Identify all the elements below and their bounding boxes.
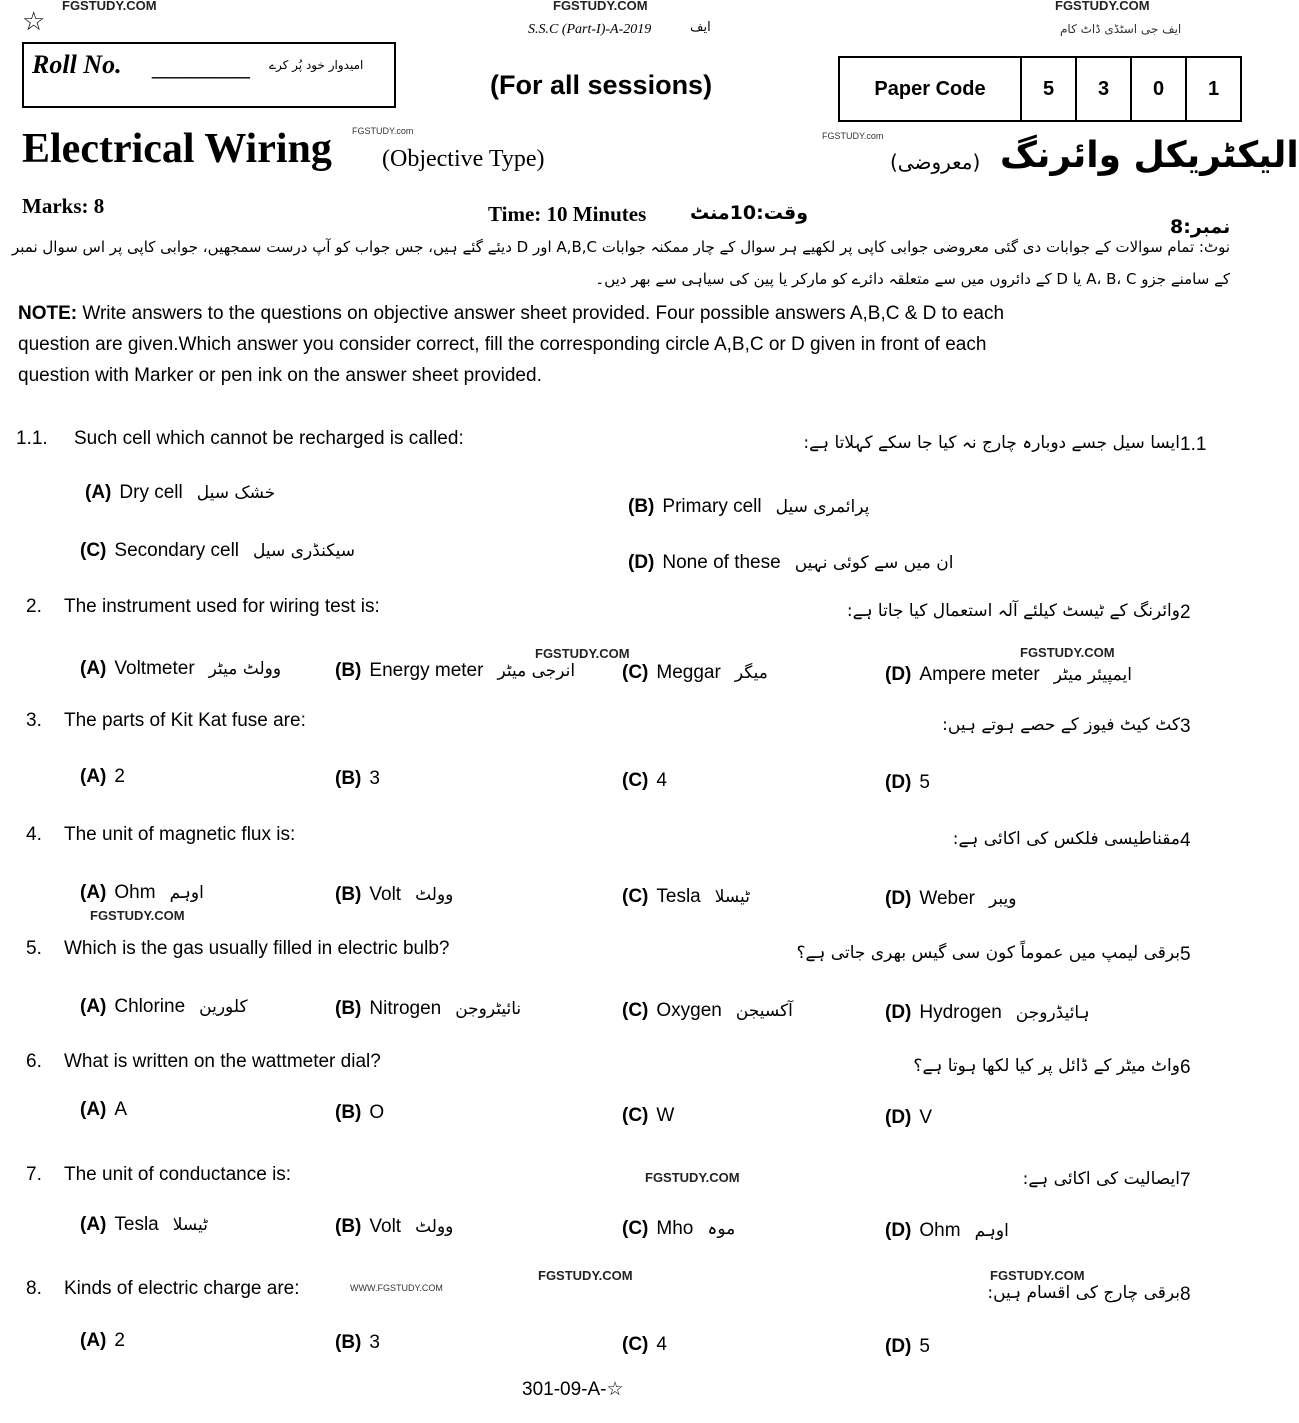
question-number-urdu: 7 xyxy=(1180,1170,1191,1191)
option-b[interactable] xyxy=(628,496,869,518)
option-text: Ohm xyxy=(919,1220,961,1241)
question-text: Such cell which cannot be recharged is called: xyxy=(74,428,464,449)
option-text: 2 xyxy=(114,766,125,787)
question-number-urdu: 8 xyxy=(1180,1284,1191,1305)
option-letter: (C) xyxy=(622,886,649,907)
option-text: O xyxy=(369,1102,385,1123)
paper-code-label: Paper Code xyxy=(840,58,1022,120)
option-text: Energy meter xyxy=(369,660,484,681)
question-text: What is written on the wattmeter dial? xyxy=(64,1051,381,1072)
question-number-urdu: 6 xyxy=(1180,1057,1191,1078)
option-text: 4 xyxy=(656,770,667,791)
option-b[interactable] xyxy=(335,884,453,906)
option-a[interactable] xyxy=(80,1330,125,1352)
watermark: FGSTUDY.COM xyxy=(1020,645,1115,660)
option-letter: (A) xyxy=(80,882,107,903)
option-a[interactable] xyxy=(80,996,248,1018)
option-text-urdu: وولٹ xyxy=(415,885,454,905)
option-text: Voltmeter xyxy=(114,658,195,679)
watermark: FGSTUDY.COM xyxy=(645,1170,740,1185)
option-text: 5 xyxy=(919,772,930,793)
question-number-urdu: 3 xyxy=(1180,716,1191,737)
roll-input[interactable]: ________ xyxy=(152,54,250,79)
option-c[interactable] xyxy=(622,770,667,792)
objective-type: (Objective Type) xyxy=(382,146,545,172)
watermark: FGSTUDY.COM xyxy=(62,0,157,13)
option-text-urdu: کلورین xyxy=(199,997,248,1017)
option-text-urdu: انرجی میٹر xyxy=(497,661,576,681)
question-number-urdu: 2 xyxy=(1180,602,1191,623)
watermark: WWW.FGSTUDY.COM xyxy=(350,1283,443,1293)
question-number: 5. xyxy=(26,938,42,959)
option-a[interactable] xyxy=(80,882,204,904)
option-letter: (B) xyxy=(335,1216,362,1237)
option-text: Oxygen xyxy=(656,1000,722,1021)
option-text-urdu: ان میں سے کوئی نہیں xyxy=(794,553,954,573)
question-number: 8. xyxy=(26,1278,42,1299)
option-letter: (C) xyxy=(622,1000,649,1021)
option-letter: (D) xyxy=(885,664,912,685)
option-text: None of these xyxy=(662,552,781,573)
option-letter: (D) xyxy=(885,1336,912,1357)
option-a[interactable] xyxy=(80,1099,127,1121)
option-text-urdu: وولٹ xyxy=(415,1217,454,1237)
option-text-urdu: ہائیڈروجن xyxy=(1015,1003,1090,1023)
option-letter: (C) xyxy=(622,770,649,791)
option-text-urdu: اوہم xyxy=(169,883,204,903)
option-a[interactable] xyxy=(80,1214,208,1236)
note-line: question with Marker or pen ink on the answer sheet provided. xyxy=(18,365,542,386)
question-number: 2. xyxy=(26,596,42,617)
option-text: Tesla xyxy=(114,1214,159,1235)
option-d[interactable] xyxy=(885,888,1016,910)
question-text: The unit of conductance is: xyxy=(64,1164,292,1185)
option-letter: (A) xyxy=(80,766,107,787)
star-icon: ☆ xyxy=(606,1379,624,1400)
option-text-urdu: خشک سیل xyxy=(196,483,276,503)
sessions-label: (For all sessions) xyxy=(490,70,713,100)
question-number-urdu: 1.1 xyxy=(1180,434,1207,455)
option-c[interactable] xyxy=(622,886,750,908)
star-icon: ☆ xyxy=(22,6,46,36)
option-text: 3 xyxy=(369,1332,380,1353)
note-label: NOTE: xyxy=(18,303,78,324)
option-text: Ohm xyxy=(114,882,156,903)
option-text: Volt xyxy=(369,1216,402,1237)
option-d[interactable] xyxy=(885,772,930,794)
footer-code-text: 301-09-A- xyxy=(522,1379,607,1400)
question-text-urdu: مقناطیسی فلکس کی اکائی ہے: xyxy=(952,829,1180,849)
option-text-urdu: پرائمری سیل xyxy=(775,497,870,517)
option-text: A xyxy=(114,1099,128,1120)
roll-label: Roll No. xyxy=(32,50,122,79)
option-d[interactable] xyxy=(885,1107,932,1129)
option-text-urdu: میگر xyxy=(734,663,768,683)
option-letter: (C) xyxy=(80,540,107,561)
exam-code-urdu: ایف xyxy=(690,20,711,35)
option-c[interactable] xyxy=(622,1334,667,1356)
option-text: Weber xyxy=(919,888,976,909)
option-text: Chlorine xyxy=(114,996,186,1017)
option-text-urdu: ٹیسلا xyxy=(172,1215,208,1235)
question-number: 3. xyxy=(26,710,42,731)
question-number: 6. xyxy=(26,1051,42,1072)
option-text: 5 xyxy=(919,1336,930,1357)
option-letter: (B) xyxy=(335,768,362,789)
option-letter: (C) xyxy=(622,662,649,683)
question-number: 1.1. xyxy=(16,428,48,449)
roll-hint: امیدوار خود پُر کرے xyxy=(269,58,364,72)
time: Time: 10 Minutes xyxy=(488,202,647,226)
paper-code-digit: 3 xyxy=(1077,58,1132,120)
option-text: Meggar xyxy=(656,662,721,683)
watermark: FGSTUDY.COM xyxy=(535,646,630,661)
option-letter: (D) xyxy=(885,1107,912,1128)
option-text-urdu: اوہم xyxy=(974,1221,1009,1241)
option-b[interactable] xyxy=(335,1216,453,1238)
option-text: Mho xyxy=(656,1218,694,1239)
paper-code-digit: 5 xyxy=(1022,58,1077,120)
option-letter: (A) xyxy=(80,1214,107,1235)
option-d[interactable] xyxy=(885,1002,1090,1024)
option-text: Ampere meter xyxy=(919,664,1040,685)
option-text-urdu: ٹیسلا xyxy=(714,887,750,907)
option-c[interactable] xyxy=(80,540,355,562)
paper-code-digit: 0 xyxy=(1132,58,1187,120)
option-b[interactable] xyxy=(335,1332,380,1354)
question-text-urdu: کٹ کیٹ فیوز کے حصے ہوتے ہیں: xyxy=(942,715,1180,735)
roll-number-box xyxy=(22,42,396,108)
option-b[interactable] xyxy=(335,768,380,790)
option-text-urdu: ایمپیئر میٹر xyxy=(1053,665,1132,685)
option-text: Hydrogen xyxy=(919,1002,1002,1023)
option-b[interactable] xyxy=(335,660,575,682)
option-letter: (C) xyxy=(622,1105,649,1126)
subject-title-urdu: الیکٹریکل وائرنگ xyxy=(1000,135,1299,176)
option-text-urdu: نائیٹروجن xyxy=(455,999,522,1019)
question-text-urdu: ایصالیت کی اکائی ہے: xyxy=(1022,1169,1180,1189)
option-letter: (D) xyxy=(885,772,912,793)
option-letter: (B) xyxy=(335,660,362,681)
option-text-urdu: موہ xyxy=(707,1219,736,1239)
question-text: The instrument used for wiring test is: xyxy=(64,596,380,617)
option-text: 3 xyxy=(369,768,380,789)
option-text: Secondary cell xyxy=(114,540,240,561)
option-d[interactable] xyxy=(885,664,1132,686)
option-letter: (A) xyxy=(85,482,112,503)
question-text: The unit of magnetic flux is: xyxy=(64,824,296,845)
option-letter: (B) xyxy=(335,884,362,905)
option-d[interactable] xyxy=(885,1220,1009,1242)
option-letter: (D) xyxy=(885,1220,912,1241)
question-text: The parts of Kit Kat fuse are: xyxy=(64,710,306,731)
option-b[interactable] xyxy=(335,1102,384,1124)
option-text: V xyxy=(919,1107,933,1128)
watermark: FGSTUDY.COM xyxy=(990,1268,1085,1283)
option-a[interactable] xyxy=(80,658,281,680)
option-c[interactable] xyxy=(622,662,768,684)
watermark: FGSTUDY.com xyxy=(822,131,884,141)
question-text-urdu: ایسا سیل جسے دوبارہ چارج نہ کیا جا سکے کہلاتا ہے: xyxy=(803,433,1180,453)
option-text: Primary cell xyxy=(662,496,762,517)
option-letter: (B) xyxy=(335,1102,362,1123)
option-letter: (C) xyxy=(622,1334,649,1355)
note-line: question are given.Which answer you consider correct, fill the corresponding circle A,B,C or D given in front of each xyxy=(18,334,987,355)
question-text-urdu: واٹ میٹر کے ڈائل پر کیا لکھا ہوتا ہے؟ xyxy=(913,1056,1180,1076)
option-letter: (A) xyxy=(80,1099,107,1120)
option-letter: (A) xyxy=(80,1330,107,1351)
note-urdu-line: کے سامنے جزو A، B، C یا D کے دائروں میں سے متعلقہ دائرے کو مارکر یا پین کی سیاہی سے بھر دیں۔ xyxy=(595,270,1230,288)
option-c[interactable] xyxy=(622,1105,674,1127)
footer-code xyxy=(522,1378,624,1401)
option-text-urdu: وولٹ میٹر xyxy=(208,659,282,679)
option-d[interactable] xyxy=(885,1336,930,1358)
subject-title: Electrical Wiring xyxy=(22,126,332,172)
option-a[interactable] xyxy=(85,482,275,504)
question-number-urdu: 4 xyxy=(1180,830,1191,851)
option-letter: (C) xyxy=(622,1218,649,1239)
watermark: FGSTUDY.COM xyxy=(538,1268,633,1283)
option-text: 2 xyxy=(114,1330,125,1351)
option-d[interactable] xyxy=(628,552,953,574)
option-letter: (A) xyxy=(80,996,107,1017)
question-text-urdu: برقی چارج کی اقسام ہیں: xyxy=(987,1283,1180,1303)
objective-type-urdu: (معروضی) xyxy=(890,150,981,174)
option-letter: (B) xyxy=(335,1332,362,1353)
watermark: FGSTUDY.COM xyxy=(1055,0,1150,13)
option-text-urdu: سیکنڈری سیل xyxy=(253,541,355,561)
watermark: FGSTUDY.COM xyxy=(90,908,185,923)
question-text: Kinds of electric charge are: xyxy=(64,1278,300,1299)
question-text-urdu: وائرنگ کے ٹیسٹ کیلئے آلہ استعمال کیا جاتا ہے: xyxy=(846,601,1180,621)
watermark: FGSTUDY.com xyxy=(352,126,414,136)
exam-code: S.S.C (Part-I)-A-2019 xyxy=(528,22,652,37)
option-c[interactable] xyxy=(622,1000,793,1022)
option-letter: (B) xyxy=(335,998,362,1019)
option-text: 4 xyxy=(656,1334,667,1355)
option-text: Dry cell xyxy=(119,482,183,503)
option-text-urdu: آکسیجن xyxy=(735,1001,793,1021)
option-text-urdu: ویبر xyxy=(989,889,1017,909)
option-letter: (D) xyxy=(885,1002,912,1023)
note-urdu-line: نوٹ: تمام سوالات کے جوابات دی گئی معروضی جوابی کاپی پر لکھیے ہر سوال کے چار ممکنہ جوابات A,B,C اور D دیئے گئے ہیں، جس جواب کو آپ درست سمجھیں، جوابی کاپی پر اس سوال نمبر xyxy=(11,238,1230,256)
option-c[interactable] xyxy=(622,1218,735,1240)
option-letter: (D) xyxy=(628,552,655,573)
option-text: Volt xyxy=(369,884,402,905)
option-b[interactable] xyxy=(335,998,521,1020)
question-number: 7. xyxy=(26,1164,42,1185)
marks-urdu: نمبر:8 xyxy=(1170,216,1231,238)
watermark-urdu: ایف جی اسٹڈی ڈاٹ کام xyxy=(1060,22,1182,36)
paper-code-digit: 1 xyxy=(1207,77,1220,100)
watermark: FGSTUDY.COM xyxy=(553,0,648,13)
marks: Marks: 8 xyxy=(22,194,105,218)
option-a[interactable] xyxy=(80,766,125,788)
note-line: Write answers to the questions on objective answer sheet provided. Four possible answers A,B,C & D to each xyxy=(82,303,1005,324)
option-letter: (A) xyxy=(80,658,107,679)
question-text: Which is the gas usually filled in electric bulb? xyxy=(64,938,450,959)
question-number: 4. xyxy=(26,824,42,845)
option-letter: (B) xyxy=(628,496,655,517)
note-english xyxy=(18,298,1004,391)
option-text: Tesla xyxy=(656,886,701,907)
time-urdu: وقت:10منٹ xyxy=(690,202,809,224)
option-letter: (D) xyxy=(885,888,912,909)
paper-code-box xyxy=(838,56,1242,122)
question-text-urdu: برقی لیمپ میں عموماً کون سی گیس بھری جاتی ہے؟ xyxy=(796,943,1180,963)
option-text: Nitrogen xyxy=(369,998,442,1019)
option-text: W xyxy=(656,1105,675,1126)
question-number-urdu: 5 xyxy=(1180,944,1191,965)
